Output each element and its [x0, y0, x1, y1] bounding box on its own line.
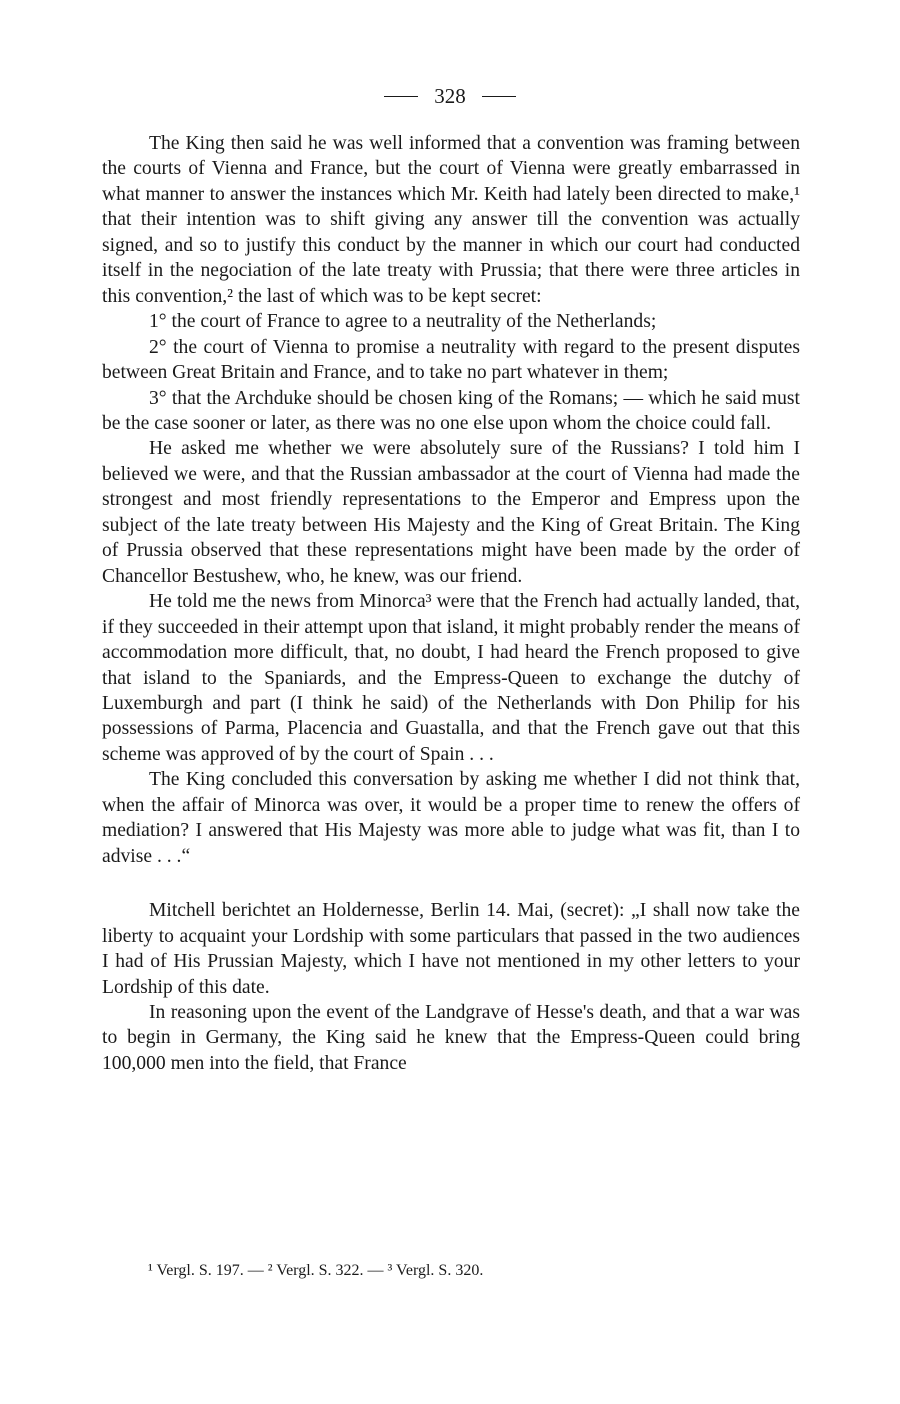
paragraph: The King concluded this conversation by asking me whether I did not think that, when the affair of Minorca was over, it would be a proper time to renew the offers of mediation? I answered that His Majesty was more able to judge what was fit, than I to advise . . .“	[102, 769, 800, 867]
paragraph: In reasoning upon the event of the Landgrave of Hesse's death, and that a war was to begin in Germany, the King said he knew that the Empress-Queen could bring 100,000 men into the field, that France	[102, 1001, 800, 1074]
header-left-rule	[384, 96, 418, 97]
paragraph: 2° the court of Vienna to promise a neutrality with regard to the present disputes between Great Britain and France, and to take no part whatever in them;	[102, 336, 800, 384]
paragraph: 3° that the Archduke should be chosen king of the Romans; — which he said must be the case sooner or later, as there was no one else upon whom the choice could fall.	[102, 387, 800, 434]
paragraph: The King then said he was well informed that a convention was framing between the courts of Vienna and France, but the court of Vienna were greatly embarrassed in what manner to answer the instances which Mr. Keith had lately been directed to make,¹ that their intention was to shift giving any answer till the convention was actually signed, and so to justify this conduct by the manner in which our court had conducted itself in the negociation of the late treaty with Prussia; that there were three articles in this convention,² the last of which was to be kept secret:	[102, 133, 800, 307]
paragraph: He asked me whether we were absolutely sure of the Russians? I told him I believed we were, and that the Russian ambassador at the court of Vienna had made the strongest and most friendly representations to the Emperor and Empress upon the subject of the late treaty between His Majesty and the King of Great Britain. The King of Prussia observed that these representations might have been made by the order of Chancellor Bestushew, who, he knew, was our friend.	[102, 438, 800, 587]
body-text	[102, 131, 800, 1076]
paragraph: Mitchell berichtet an Holdernesse, Berlin 14. Mai, (secret): „I shall now take the liberty to acquaint your Lordship with some particulars that passed in the two audiences I had of His Prussian Majesty, which I have not mentioned in my other letters to your Lordship of this date.	[102, 900, 800, 998]
footnotes: ¹ Vergl. S. 197. — ² Vergl. S. 322. — ³ Vergl. S. 320.	[148, 1262, 484, 1279]
paragraph: 1° the court of France to agree to a neutrality of the Netherlands;	[149, 311, 657, 333]
page-number: 328	[434, 84, 466, 108]
page-header	[0, 84, 900, 109]
header-right-rule	[482, 96, 516, 97]
paragraph: He told me the news from Minorca³ were that the French had actually landed, that, if they succeeded in their attempt upon that island, it might probably render the means of accommodation more difficult, that, no doubt, I had heard the French proposed to give that island to the Spaniards, and the Empress-Queen to exchange the dutchy of Luxemburgh and part (I think he said) of the Netherlands with Don Philip for his possessions of Parma, Placencia and Guastalla, and that the French gave out that this scheme was approved of by the court of Spain . . .	[102, 591, 800, 765]
